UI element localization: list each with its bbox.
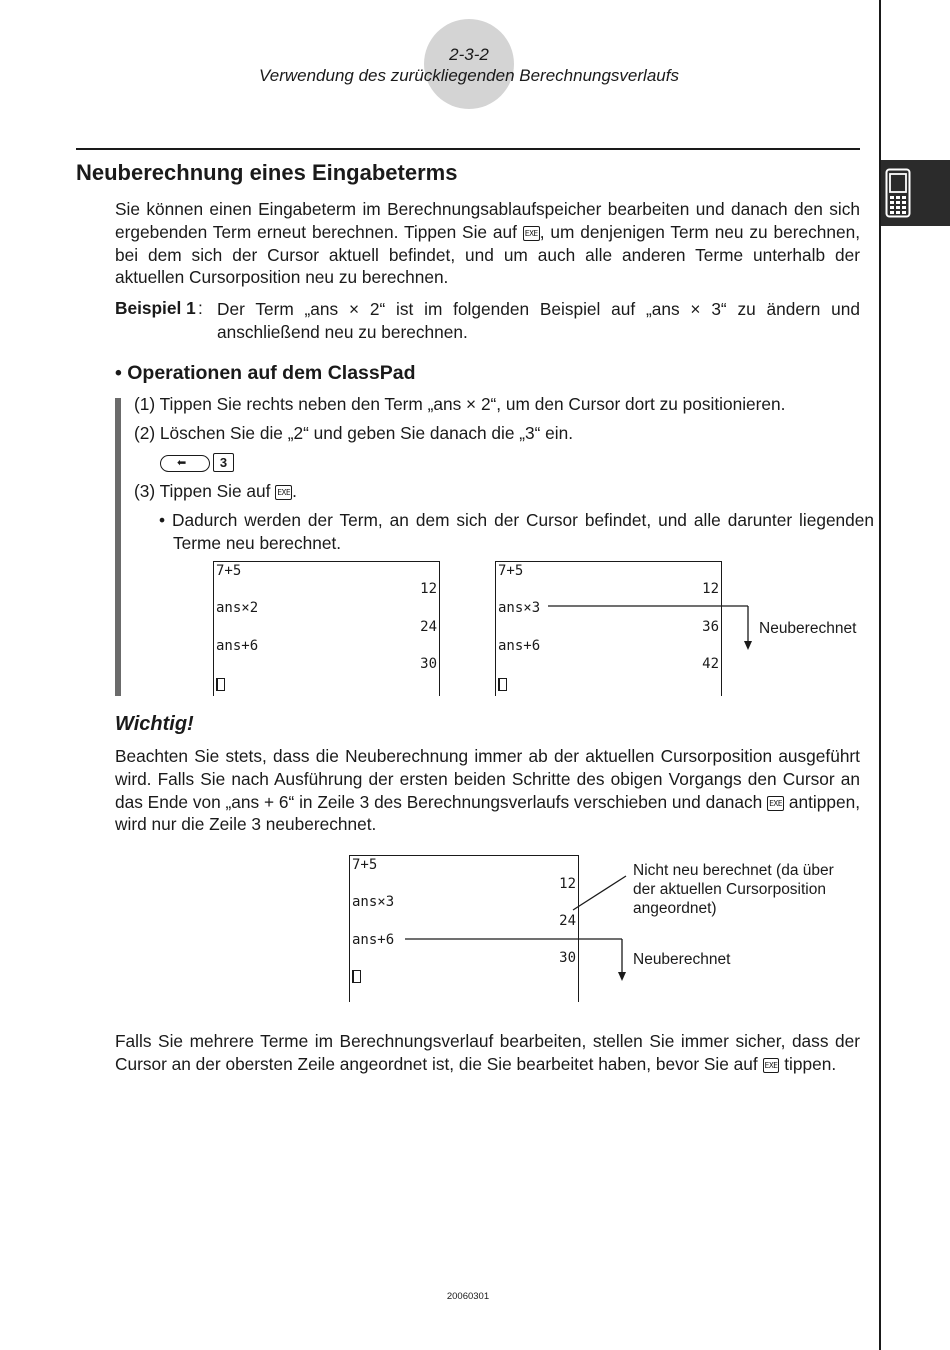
- screen-before-expr-1: 7+5: [216, 563, 242, 579]
- step-3: [134, 480, 860, 503]
- screen-before: [213, 561, 440, 696]
- closing-paragraph: [115, 1030, 860, 1076]
- important-paragraph: [115, 745, 860, 836]
- exe-key-icon: EXE: [275, 485, 292, 500]
- example-colon: :: [198, 298, 203, 318]
- intro-text-part2: , um denjenigen Term neu zu berechnen, bei dem sich der Cursor aktuell befindet, und um auch alle anderen Terme unterhalb der aktuellen Cursorposition neu zu berechnen.: [115, 221, 860, 288]
- backspace-arrow: ⬅: [177, 457, 187, 469]
- cursor-icon: [216, 678, 225, 691]
- step-3-bullet: • Dadurch werden der Term, an dem sich der Cursor befindet, und alle darunter liegenden Terme neu berechnet.: [159, 510, 874, 553]
- section-title: Neuberechnung eines Eingabeterms: [76, 160, 458, 185]
- step-2: (2) Löschen Sie die „2“ und geben Sie danach die „3“ ein.: [134, 423, 574, 443]
- screen-after-expr-1: 7+5: [498, 563, 524, 579]
- chapter-side-tab[interactable]: [881, 160, 950, 226]
- important-text-part2: antippen, wird nur die Zeile 3 neuberechnet.: [115, 791, 860, 835]
- intro-paragraph: [115, 198, 860, 289]
- important-text-part1: Beachten Sie stets, dass die Neuberechnung immer ab der aktuellen Cursorposition ausgeführt wird. Falls Sie nach Ausführung der ersten beiden Schritte des obigen Vorgangs den Cursor an das Ende von „ans + 6“ in Zeile 3 des Berechnungsverlaufs verschieben und danach: [115, 746, 860, 812]
- page-subtitle: Verwendung des zurückliegenden Berechnungsverlaufs: [259, 66, 679, 85]
- step-3-period: .: [292, 481, 297, 501]
- exe-key-icon: EXE: [523, 226, 540, 241]
- exe-key-icon: EXE: [767, 796, 784, 811]
- not-recalculated-callout: Nicht neu berechnet (da über der aktuellen Cursorposition angeordnet): [633, 862, 834, 917]
- step-1: (1) Tippen Sie rechts neben den Term „ans × 2“, um den Cursor dort zu positionieren.: [134, 394, 786, 414]
- example-text: Der Term „ans × 2“ ist im folgenden Beispiel auf „ans × 3“ zu ändern und anschließend neu zu berechnen.: [217, 299, 860, 342]
- recalculated-callout-1: Neuberechnet: [759, 620, 857, 637]
- closing-text-part1: Falls Sie mehrere Terme im Berechnungsverlauf bearbeiten, stellen Sie immer sicher, dass der Cursor an der obersten Zeile angeordnet ist, die Sie bearbeitet haben, bevor Sie auf: [115, 1031, 860, 1074]
- recalculated-callout-2: Neuberechnet: [633, 951, 731, 968]
- page-number: 2-3-2: [449, 45, 489, 64]
- screen-after-expr-3: ans+6: [498, 638, 541, 654]
- screen-after-result-3: 42: [702, 656, 719, 672]
- screen-after-expr-2: ans×3: [498, 600, 541, 616]
- footer-code: 20060301: [446, 1291, 490, 1302]
- operations-side-bar: [115, 398, 121, 696]
- screen-before-result-1: 12: [420, 581, 437, 597]
- screen-partial-result-2: 24: [559, 913, 576, 929]
- screen-before-result-3: 30: [420, 656, 437, 672]
- screen-partial-callout-lines: [400, 868, 635, 988]
- cursor-icon: [498, 678, 507, 691]
- important-heading: Wichtig!: [115, 713, 194, 735]
- classpad-calculator-icon: [885, 168, 911, 218]
- step-3-text: (3) Tippen Sie auf: [134, 481, 276, 501]
- closing-text-part2: tippen.: [779, 1053, 837, 1074]
- screen-before-expr-3: ans+6: [216, 638, 259, 654]
- backspace-key-icon: [160, 455, 210, 472]
- screen-partial-expr-1: 7+5: [352, 857, 378, 873]
- screen-after-result-1: 12: [702, 581, 719, 597]
- screen-partial-result-1: 12: [559, 876, 576, 892]
- three-key-icon: 3: [213, 453, 234, 472]
- example-label: Beispiel 1: [115, 298, 196, 318]
- screen-after-result-2: 36: [702, 619, 719, 635]
- cursor-icon: [352, 970, 361, 983]
- intro-text-part1: Sie können einen Eingabeterm im Berechnungsablaufspeicher bearbeiten und danach den sich ergebenden Term erneut berechnen. Tippen Sie auf: [115, 199, 860, 242]
- header-divider: [76, 148, 860, 150]
- screen-before-expr-2: ans×2: [216, 600, 259, 616]
- exe-key-icon: EXE: [763, 1058, 780, 1073]
- screen-partial-result-3: 30: [559, 950, 576, 966]
- screen-partial-expr-2: ans×3: [352, 894, 395, 910]
- screen-partial-expr-3: ans+6: [352, 932, 395, 948]
- recalculated-arrow-1: [540, 600, 760, 655]
- screen-before-result-2: 24: [420, 619, 437, 635]
- operations-heading: • Operationen auf dem ClassPad: [115, 362, 416, 384]
